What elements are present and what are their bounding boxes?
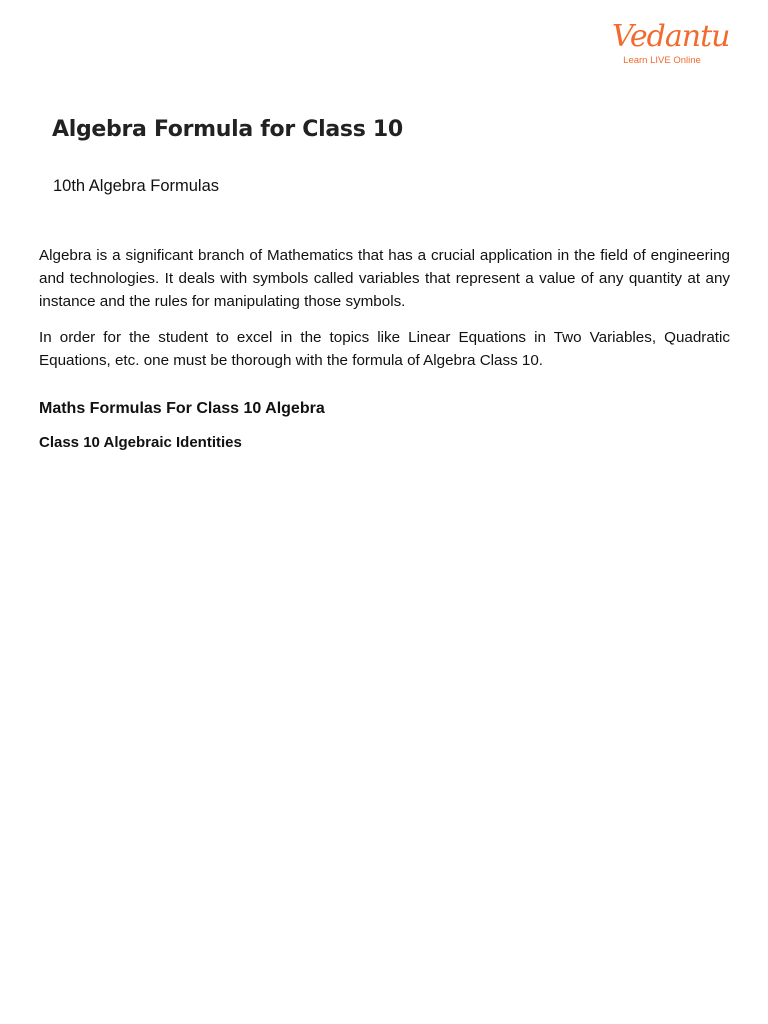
logo-wordmark: Vedantu [612, 19, 730, 54]
intro-paragraph: Algebra is a significant branch of Mathematics that has a crucial application in the field of engineering and technologies. It deals with symbols called variables that represent a value of any quantity at any instance and the rules for manipulating those symbols. [39, 247, 730, 310]
document-subtitle: 10th Algebra Formulas [53, 177, 220, 195]
student-paragraph: In order for the student to excel in the topics like Linear Equations in Two Variables, Quadratic Equations, etc. one must be thorough with the formula of Algebra Class 10. [39, 329, 730, 369]
subsection-heading: Class 10 Algebraic Identities [39, 434, 242, 451]
document-title: Algebra Formula for Class 10 [52, 117, 403, 142]
logo-tagline: Learn LIVE Online [623, 55, 701, 66]
vedantu-logo [612, 19, 730, 67]
section-heading: Maths Formulas For Class 10 Algebra [39, 400, 325, 417]
